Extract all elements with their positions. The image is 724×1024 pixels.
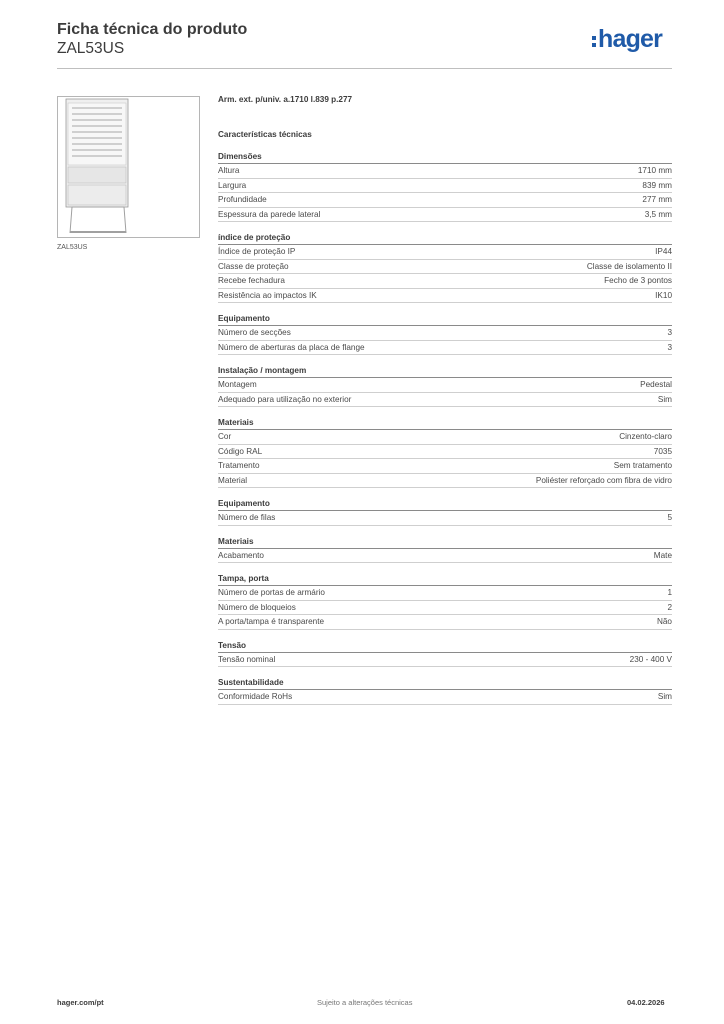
spec-group — [218, 417, 672, 488]
logo-dots-icon — [592, 36, 596, 47]
spec-group-title: Sustentabilidade — [218, 677, 672, 690]
spec-value: IK10 — [655, 290, 672, 300]
spec-value: Pedestal — [640, 380, 672, 389]
spec-row — [218, 274, 672, 289]
spec-label: Material — [218, 475, 248, 485]
spec-group-title: Materiais — [218, 536, 672, 549]
spec-value: Classe de isolamento II — [586, 261, 672, 271]
spec-value: Mate — [653, 550, 672, 560]
spec-value: 277 mm — [642, 195, 672, 204]
spec-group — [218, 365, 672, 407]
spec-label: Conformidade RoHs — [218, 692, 293, 701]
spec-value: 1 — [667, 588, 672, 597]
spec-value: 3,5 mm — [644, 209, 672, 219]
spec-row — [218, 193, 672, 208]
spec-value: Sem tratamento — [613, 461, 672, 470]
spec-label: Recebe fechadura — [218, 276, 285, 285]
spec-row — [218, 615, 672, 630]
spec-group-title: Equipamento — [218, 313, 672, 326]
spec-label: Número de bloqueios — [218, 602, 296, 612]
document-title: Ficha técnica do produto — [57, 21, 248, 38]
spec-group-title: Materiais — [218, 417, 672, 430]
spec-label: Acabamento — [218, 550, 264, 560]
spec-group-title: Instalação / montagem — [218, 365, 672, 378]
spec-row — [218, 690, 672, 705]
spec-group — [218, 677, 672, 705]
spec-group — [218, 232, 672, 303]
spec-row — [218, 260, 672, 275]
spec-label: Índice de proteção IP — [218, 247, 296, 256]
spec-group-title: índice de proteção — [218, 232, 672, 245]
spec-label: Largura — [218, 180, 247, 190]
product-image-caption: ZAL53US — [57, 244, 88, 251]
spec-row — [218, 586, 672, 601]
spec-row — [218, 653, 672, 668]
spec-group-title: Tampa, porta — [218, 573, 672, 586]
spec-group-title: Equipamento — [218, 498, 672, 511]
spec-row — [218, 326, 672, 341]
spec-value: 7035 — [653, 446, 672, 456]
spec-value: Cinzento-claro — [619, 432, 672, 441]
spec-value: Poliéster reforçado com fibra de vidro — [535, 475, 672, 485]
spec-group — [218, 313, 672, 355]
spec-label: Número de aberturas da placa de flange — [218, 342, 365, 352]
spec-label: Adequado para utilização no exterior — [218, 394, 352, 404]
spec-group-title: Tensão — [218, 640, 672, 653]
spec-value: 1710 mm — [637, 166, 672, 175]
spec-row — [218, 378, 672, 393]
logo-text: hager — [598, 25, 663, 53]
spec-label: Número de secções — [218, 328, 291, 337]
spec-value: Fecho de 3 pontos — [604, 276, 672, 285]
characteristics-groups — [218, 151, 672, 705]
spec-row — [218, 511, 672, 526]
product-name: Arm. ext. p/univ. a.1710 l.839 p.277 — [218, 95, 353, 104]
spec-group — [218, 151, 672, 222]
spec-label: Montagem — [218, 380, 257, 389]
spec-value: IP44 — [655, 247, 672, 256]
cabinet-illustration-icon — [58, 97, 199, 237]
spec-value: 3 — [667, 328, 672, 337]
spec-label: Tensão nominal — [218, 654, 276, 664]
spec-label: Cor — [218, 432, 232, 441]
spec-group — [218, 640, 672, 668]
spec-row — [218, 341, 672, 356]
spec-row — [218, 289, 672, 304]
characteristics-heading: Características técnicas — [218, 130, 312, 139]
spec-row — [218, 474, 672, 489]
spec-value: 5 — [667, 513, 672, 522]
spec-row — [218, 208, 672, 223]
spec-value: Não — [656, 617, 672, 626]
spec-row — [218, 164, 672, 179]
spec-label: Número de portas de armário — [218, 588, 325, 597]
footer-website: hager.com/pt — [57, 998, 104, 1007]
spec-value: 230 - 400 V — [629, 654, 672, 664]
spec-group — [218, 498, 672, 526]
spec-row — [218, 445, 672, 460]
spec-label: Código RAL — [218, 446, 263, 456]
spec-row — [218, 393, 672, 408]
spec-group — [218, 573, 672, 630]
spec-value: Sim — [657, 692, 672, 701]
header-divider — [57, 68, 672, 69]
spec-label: Profundidade — [218, 195, 267, 204]
product-code: ZAL53US — [57, 40, 125, 57]
spec-label: Altura — [218, 166, 240, 175]
spec-value: 2 — [667, 602, 672, 612]
spec-group-title: Dimensões — [218, 151, 672, 164]
spec-row — [218, 245, 672, 260]
spec-label: Resistência ao impactos IK — [218, 290, 317, 300]
spec-value: Sim — [657, 394, 672, 404]
spec-row — [218, 601, 672, 616]
spec-label: A porta/tampa é transparente — [218, 617, 325, 626]
spec-label: Tratamento — [218, 461, 260, 470]
technical-sheet — [218, 94, 672, 705]
footer-notice: Sujeito a alterações técnicas — [317, 998, 413, 1007]
spec-value: 839 mm — [642, 180, 672, 190]
hager-logo — [592, 27, 662, 52]
spec-label: Número de filas — [218, 513, 276, 522]
spec-value: 3 — [667, 342, 672, 352]
spec-row — [218, 549, 672, 564]
footer-date: 04.02.2026 — [627, 998, 665, 1007]
product-image — [57, 96, 200, 238]
spec-label: Classe de proteção — [218, 261, 289, 271]
spec-label: Espessura da parede lateral — [218, 209, 321, 219]
spec-group — [218, 536, 672, 564]
spec-row — [218, 459, 672, 474]
spec-row — [218, 179, 672, 194]
spec-row — [218, 430, 672, 445]
